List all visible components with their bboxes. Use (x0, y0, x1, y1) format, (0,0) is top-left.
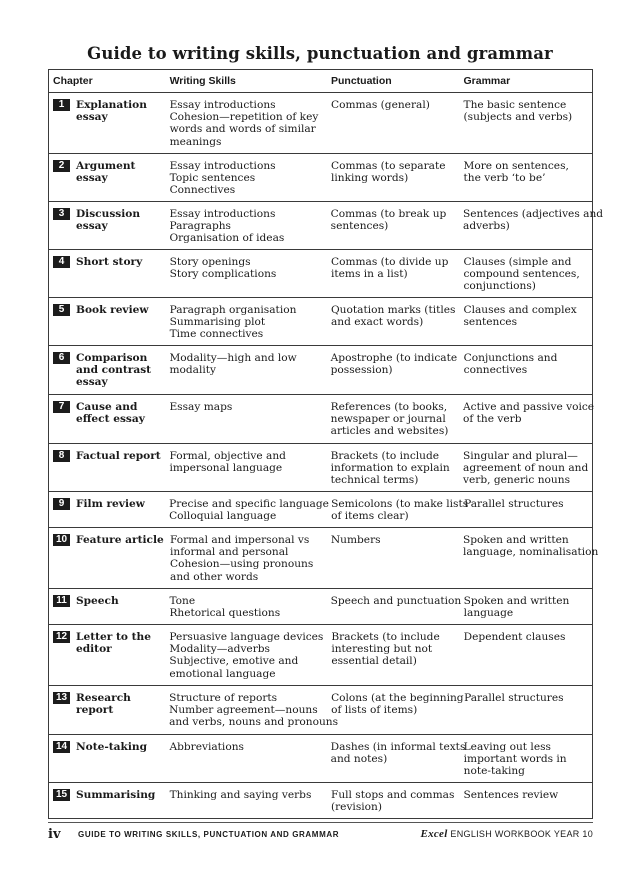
table-row (49, 92, 592, 153)
cell-line: connectives (463, 364, 528, 377)
cell-line: and notes) (330, 753, 388, 766)
chapter-number-badge: 14 (53, 741, 70, 753)
cell-line: emotional language (169, 667, 276, 680)
cell-line: important words in (463, 753, 567, 766)
chapter-name (76, 692, 131, 734)
cell-line: Spoken and written (463, 534, 569, 546)
cell-line: Dependent clauses (463, 631, 566, 643)
table-row (49, 734, 592, 782)
cell-line: essential detail) (331, 655, 417, 668)
cell-line: Clauses (simple and (463, 256, 572, 268)
cell-line: articles and websites) (330, 425, 449, 438)
cell-line: sentences (463, 316, 518, 329)
chapter-name-line: Book review (76, 304, 149, 316)
cell-line: note-taking (463, 765, 525, 778)
cell-line: Number agreement—nouns (169, 704, 318, 717)
writing-skills-cell (166, 528, 327, 588)
cell-line: items in a list) (330, 268, 408, 281)
writing-skills-cell (165, 686, 339, 734)
grammar-cell (459, 528, 599, 588)
brand-logo: Excel (420, 828, 448, 840)
writing-skills-cell (165, 202, 326, 249)
writing-skills-cell (165, 444, 326, 491)
cell-line: (revision) (330, 801, 382, 814)
cell-line: Structure of reports (169, 692, 278, 704)
cell-line: interesting but not (331, 643, 433, 656)
cell-line: of the verb (463, 413, 522, 426)
chapter-name (76, 304, 148, 345)
cell-line: Parallel structures (464, 498, 564, 510)
grammar-cell (459, 395, 595, 443)
cell-line: and verbs, nouns and pronouns (169, 716, 339, 729)
cell-line: Numbers (330, 534, 381, 546)
chapter-name-line: Note-taking (76, 741, 148, 753)
chapter-name-line: Cause and (76, 401, 138, 413)
chapter-number-badge: 8 (53, 450, 70, 462)
chapter-name-line: editor (76, 643, 112, 656)
chapter-name-line: Factual report (76, 450, 161, 462)
cell-line: and exact words) (330, 316, 424, 329)
table-row (49, 345, 592, 394)
cell-line: modality (169, 364, 216, 377)
chapter-cell (49, 298, 166, 345)
chapter-number-badge: 2 (53, 160, 70, 172)
cell-line: Cohesion—repetition of key (169, 111, 319, 124)
writing-skills-cell (165, 625, 327, 685)
cell-line: linking words) (330, 172, 409, 185)
cell-line: informal and personal (170, 546, 289, 559)
chapter-number-badge: 9 (53, 498, 70, 510)
cell-line: Precise and specific language (169, 498, 329, 510)
chapter-name-line: essay (76, 220, 108, 233)
cell-line: of lists of items) (331, 704, 418, 717)
chapter-name (76, 352, 151, 394)
header-chapter: Chapter (53, 74, 93, 87)
table-row (49, 249, 592, 297)
chapter-cell (49, 735, 165, 782)
grammar-cell (460, 346, 592, 394)
table-row (49, 394, 595, 443)
cell-line: Commas (general) (330, 99, 430, 111)
punctuation-cell (327, 444, 459, 491)
chapter-name-line: Comparison (76, 352, 148, 364)
footer-rule (48, 822, 593, 823)
footer-book-name: ENGLISH WORKBOOK YEAR 10 (450, 829, 593, 839)
grammar-cell (460, 492, 592, 527)
grammar-cell (460, 298, 593, 345)
chapter-number-badge: 15 (53, 789, 70, 801)
cell-line: Subjective, emotive and (169, 655, 299, 668)
cell-line: information to explain (330, 462, 450, 475)
cell-line: Brackets (to include (330, 450, 440, 462)
chapter-name-line: essay (76, 172, 108, 185)
chapter-number-badge: 6 (53, 352, 70, 364)
cell-line: Full stops and commas (330, 789, 455, 801)
cell-line: Singular and plural— (463, 450, 578, 462)
cell-line: Essay introductions (169, 99, 276, 111)
chapter-name (76, 741, 147, 782)
chapter-name-line: Letter to the (76, 631, 151, 643)
punctuation-cell (327, 298, 460, 345)
chapter-name-line: Short story (76, 256, 143, 268)
grammar-cell (460, 589, 592, 624)
punctuation-cell (327, 250, 460, 297)
cell-line: Essay introductions (169, 208, 276, 220)
writing-skills-cell (165, 735, 326, 782)
cell-line: More on sentences, (463, 160, 569, 172)
header-grammar: Grammar (463, 74, 511, 87)
cell-line: Abbreviations (169, 741, 244, 753)
cell-line: Dashes (in informal texts (330, 741, 466, 753)
cell-line: Quotation marks (titles (330, 304, 456, 316)
table-row (49, 153, 592, 201)
chapter-number-badge: 3 (53, 208, 70, 220)
cell-line: Essay maps (169, 401, 233, 413)
cell-line: Tone (169, 595, 196, 607)
chapter-name-line: Explanation (76, 99, 147, 111)
chapter-name (76, 401, 145, 443)
table-row (49, 491, 592, 527)
cell-line: Thinking and saying verbs (169, 789, 312, 801)
table-row (49, 201, 604, 249)
writing-skills-cell (165, 395, 326, 443)
chapter-name-line: essay (76, 376, 108, 389)
cell-line: Commas (to separate (330, 160, 446, 172)
chapter-name (76, 208, 140, 249)
chapter-cell (49, 154, 166, 201)
writing-skills-cell (165, 589, 326, 624)
punctuation-cell (327, 783, 460, 818)
writing-skills-cell (166, 298, 327, 345)
cell-line: Modality—adverbs (169, 643, 270, 656)
cell-line: conjunctions) (463, 280, 536, 293)
cell-line: Formal and impersonal vs (170, 534, 310, 546)
footer-book-title (420, 828, 593, 840)
guide-table (48, 69, 604, 819)
chapter-cell (49, 589, 165, 624)
header-writing-skills: Writing Skills (169, 74, 236, 87)
writing-skills-cell (166, 154, 327, 201)
table-body (49, 92, 604, 818)
cell-line: Paragraphs (169, 220, 231, 233)
chapter-cell (49, 686, 165, 734)
cell-line: language (463, 607, 514, 620)
cell-line: impersonal language (169, 462, 283, 475)
cell-line: Rhetorical questions (169, 607, 281, 620)
chapter-name-line: Summarising (76, 789, 156, 801)
chapter-cell (49, 202, 165, 249)
writing-skills-cell (165, 492, 327, 527)
chapter-name-line: and contrast (76, 364, 152, 377)
cell-line: words and words of similar (169, 123, 316, 136)
chapter-name-line: report (76, 704, 114, 717)
grammar-cell (460, 735, 592, 782)
cell-line: Connectives (169, 184, 236, 197)
chapter-number-badge: 7 (53, 401, 70, 413)
cell-line: Clauses and complex (463, 304, 577, 316)
chapter-cell (49, 250, 166, 297)
cell-line: Brackets (to include (331, 631, 440, 643)
footer-title: GUIDE TO WRITING SKILLS, PUNCTUATION AND GRAMMAR (78, 830, 340, 839)
cell-line: agreement of noun and (463, 462, 589, 475)
chapter-name-line: essay (76, 111, 108, 124)
chapter-number-badge: 5 (53, 304, 70, 316)
chapter-name-line: Film review (76, 498, 145, 510)
table-row (49, 782, 592, 818)
writing-skills-cell (166, 250, 327, 297)
grammar-cell (459, 444, 592, 491)
chapter-name (76, 450, 161, 491)
chapter-cell (49, 528, 166, 588)
table-row (49, 297, 592, 345)
cell-line: Leaving out less (463, 741, 551, 753)
chapter-name (76, 160, 135, 201)
chapter-number-badge: 12 (53, 631, 70, 643)
chapter-number-badge: 13 (53, 692, 70, 704)
chapter-name-line: effect essay (76, 413, 145, 426)
cell-line: the verb ‘to be’ (463, 172, 546, 185)
cell-line: Summarising plot (169, 316, 266, 329)
chapter-name (76, 789, 155, 818)
cell-line: Commas (to break up (330, 208, 447, 220)
cell-line: Colons (at the beginning (331, 692, 464, 704)
cell-line: meanings (169, 135, 222, 148)
chapter-cell (49, 93, 166, 153)
cell-line: and other words (170, 570, 259, 583)
cell-line: Story complications (169, 268, 277, 281)
punctuation-cell (327, 395, 459, 443)
cell-line: Organisation of ideas (169, 232, 285, 245)
cell-line: Sentences review (463, 789, 559, 801)
page-number: iv (48, 827, 61, 842)
header-punctuation: Punctuation (330, 74, 392, 87)
cell-line: Time connectives (169, 328, 264, 341)
cell-line: of items clear) (331, 510, 409, 523)
punctuation-cell (327, 625, 459, 685)
punctuation-cell (327, 735, 466, 782)
cell-line: compound sentences, (463, 268, 580, 281)
chapter-name-line: Feature article (76, 534, 164, 546)
chapter-name (76, 595, 119, 624)
cell-line: Colloquial language (169, 510, 277, 523)
grammar-cell (460, 93, 593, 153)
table-row (49, 527, 599, 588)
table-row (49, 588, 592, 624)
cell-line: Active and passive voice (463, 401, 595, 413)
grammar-cell (460, 625, 592, 685)
cell-line: Conjunctions and (463, 352, 558, 364)
chapter-name (76, 534, 164, 588)
grammar-cell (459, 202, 604, 249)
chapter-number-badge: 10 (53, 534, 70, 546)
cell-line: Formal, objective and (169, 450, 286, 462)
chapter-name (76, 256, 142, 297)
cell-line: Modality—high and low (169, 352, 297, 364)
grammar-cell (460, 686, 592, 734)
cell-line: Apostrophe (to indicate (330, 352, 458, 364)
chapter-name-line: Argument (76, 160, 136, 172)
cell-line: Story openings (169, 256, 251, 268)
table-header-row (49, 70, 592, 92)
chapter-cell (49, 346, 165, 394)
writing-skills-cell (166, 783, 327, 818)
cell-line: newspaper or journal (330, 413, 446, 426)
cell-line: Essay introductions (169, 160, 276, 172)
cell-line: Parallel structures (464, 692, 564, 704)
cell-line: Persuasive language devices (169, 631, 324, 643)
chapter-name-line: Speech (76, 595, 119, 607)
chapter-number-badge: 1 (53, 99, 70, 111)
table-row (49, 624, 592, 685)
grammar-cell (460, 783, 593, 818)
punctuation-cell (327, 154, 460, 201)
writing-skills-cell (165, 346, 326, 394)
punctuation-cell (327, 492, 469, 527)
punctuation-cell (327, 686, 464, 734)
chapter-cell (49, 492, 165, 527)
punctuation-cell (327, 93, 460, 153)
cell-line: language, nominalisation (463, 546, 599, 559)
cell-line: Speech and punctuation (330, 595, 462, 607)
chapter-name (76, 631, 151, 685)
page-title: Guide to writing skills, punctuation and grammar (87, 44, 553, 63)
cell-line: Topic sentences (169, 172, 256, 185)
cell-line: Spoken and written (463, 595, 570, 607)
cell-line: Commas (to divide up (330, 256, 449, 268)
cell-line: (subjects and verbs) (463, 111, 573, 124)
chapter-number-badge: 4 (53, 256, 70, 268)
chapter-cell (49, 395, 165, 443)
chapter-name-line: Research (76, 692, 131, 704)
grammar-cell (460, 250, 593, 297)
cell-line: Sentences (adjectives and (463, 208, 604, 220)
chapter-name (76, 498, 145, 527)
punctuation-cell (327, 589, 460, 624)
table-row (49, 685, 592, 734)
writing-skills-cell (166, 93, 327, 153)
cell-line: sentences) (330, 220, 389, 233)
punctuation-cell (327, 528, 459, 588)
cell-line: Semicolons (to make lists (331, 498, 469, 510)
cell-line: verb, generic nouns (463, 474, 571, 487)
punctuation-cell (327, 202, 459, 249)
chapter-number-badge: 11 (53, 595, 70, 607)
grammar-cell (460, 154, 593, 201)
cell-line: possession) (330, 364, 393, 377)
table-row (49, 443, 592, 491)
cell-line: The basic sentence (463, 99, 567, 111)
cell-line: Paragraph organisation (169, 304, 297, 316)
chapter-name-line: Discussion (76, 208, 141, 220)
punctuation-cell (327, 346, 460, 394)
chapter-cell (49, 444, 165, 491)
cell-line: References (to books, (330, 401, 448, 413)
chapter-name (76, 99, 147, 153)
chapter-cell (49, 625, 165, 685)
cell-line: adverbs) (463, 220, 510, 233)
cell-line: technical terms) (330, 474, 419, 487)
cell-line: Cohesion—using pronouns (170, 558, 314, 571)
chapter-cell (49, 783, 166, 818)
